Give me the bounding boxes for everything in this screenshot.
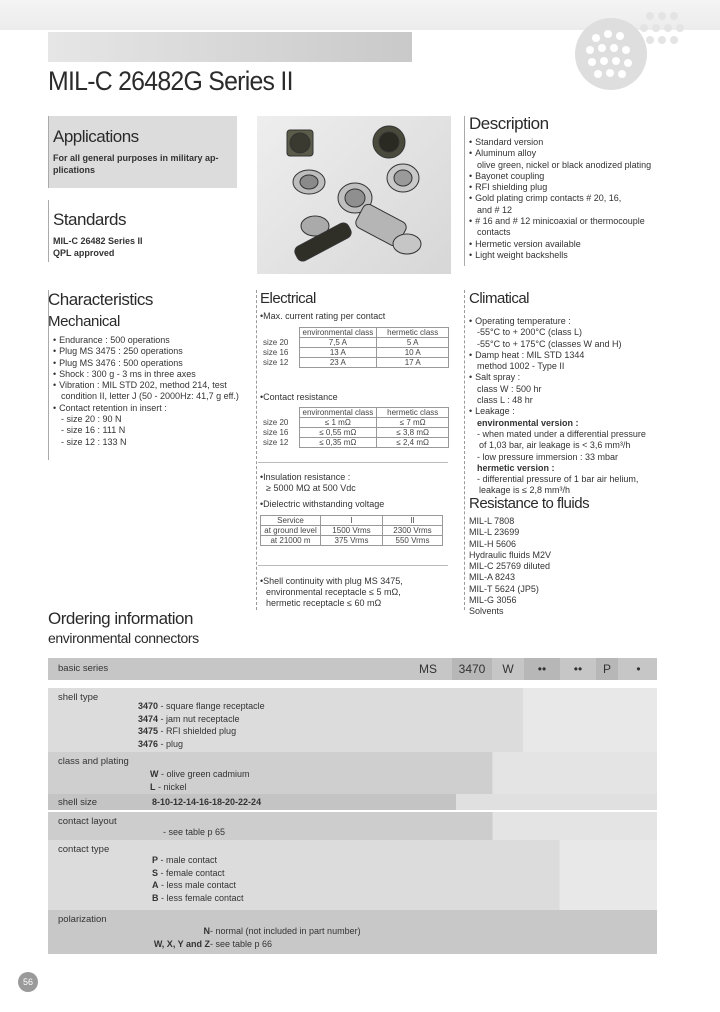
- class-plating-row: [48, 752, 657, 794]
- list-item: - size 12 : 133 N: [61, 436, 127, 447]
- list-item: • Operating temperature :: [469, 316, 646, 327]
- shell-code: 3475: [138, 726, 159, 737]
- table-cell: ≤ 0,55 mΩ: [299, 428, 377, 438]
- polarization-code: W, X, Y and Z: [153, 938, 210, 949]
- list-item: environmental version :: [477, 417, 579, 428]
- code-shell-type: 3470: [452, 658, 492, 680]
- table-cell: 375 Vrms: [321, 536, 383, 546]
- shell-desc: - plug: [158, 738, 184, 749]
- list-item: • RFI shielding plug: [469, 182, 651, 193]
- polarization-label: polarization: [58, 914, 107, 925]
- shell-size-row: [48, 794, 657, 810]
- page-title: MIL-C 26482G Series II: [48, 66, 293, 96]
- ordering-heading: Ordering information: [48, 609, 193, 628]
- table-cell: 10 A: [377, 348, 449, 358]
- list-item: MIL-T 5624 (JP5): [469, 583, 539, 594]
- polarization-descs: [210, 925, 361, 950]
- contact-code: B: [152, 892, 159, 903]
- code-polarization: •: [636, 662, 641, 676]
- shell-size-label: shell size: [58, 797, 98, 808]
- connector-photo-graphic: [257, 116, 451, 274]
- mechanical-list: [53, 335, 239, 448]
- contact-code: A: [152, 880, 159, 891]
- resistance-table-corner: [263, 408, 299, 418]
- standards-line-2: QPL approved: [53, 248, 115, 258]
- applications-heading: Applications: [53, 127, 139, 146]
- contact-type-label: contact type: [58, 844, 110, 855]
- header-bar: [48, 32, 412, 62]
- list-item: • Salt spray :: [469, 372, 646, 383]
- electrical-divider: [258, 565, 448, 566]
- list-item: MIL-G 3056: [469, 595, 517, 606]
- applications-rule: [48, 116, 49, 188]
- list-item: hermetic version :: [477, 462, 555, 473]
- list-item: of 1,03 bar, air leakage is < 3,6 mm³/h: [479, 440, 631, 451]
- list-item: • Light weight backshells: [469, 250, 651, 261]
- table-cell: size 12: [263, 358, 289, 367]
- connector-photo: [257, 116, 451, 274]
- list-item: • Vibration : MIL STD 202, method 214, test: [53, 380, 239, 391]
- class-code: L: [150, 781, 156, 792]
- insulation-value: ≥ 5000 MΩ at 500 Vdc: [266, 483, 356, 493]
- list-item: Solvents: [469, 606, 504, 617]
- list-item: condition II, letter J (50 - 2000Hz: 41,7 g eff.): [61, 391, 239, 402]
- list-item: Hydraulic fluids M2V: [469, 549, 552, 560]
- list-item: - when mated under a differential pressure: [477, 428, 646, 439]
- electrical-heading: Electrical: [260, 290, 316, 307]
- current-table-header: hermetic class: [377, 328, 449, 338]
- page-number-badge: 56: [18, 972, 38, 992]
- code-layout: ••: [573, 662, 583, 676]
- contact-resistance-table: [263, 407, 449, 448]
- list-item: • Plug MS 3475 : 250 operations: [53, 346, 239, 357]
- list-item: MIL-C 25769 diluted: [469, 561, 551, 572]
- contact-resistance-label: • Contact resistance: [260, 392, 338, 403]
- electrical-rule: [256, 290, 257, 610]
- dielectric-table-header: I: [321, 516, 383, 526]
- list-item: • Endurance : 500 operations: [53, 335, 239, 346]
- table-cell: size 16: [263, 428, 289, 437]
- climatical-heading: Climatical: [469, 290, 530, 307]
- polarization-codes: [98, 925, 210, 950]
- table-cell: 1500 Vrms: [321, 526, 383, 536]
- dielectric-table-header: II: [383, 516, 443, 526]
- shell-type-lines: [138, 700, 265, 750]
- description-list: [469, 137, 651, 261]
- polarization-code: N: [203, 926, 210, 936]
- list-item: MIL-L 7808: [469, 516, 515, 526]
- contact-desc: - less female contact: [158, 892, 244, 903]
- list-item: - low pressure immersion : 33 mbar: [477, 451, 619, 462]
- list-item: contacts: [477, 227, 511, 238]
- contact-layout-row: [48, 812, 657, 840]
- polarization-desc: - see table p 66: [210, 938, 273, 949]
- contact-type-row: [48, 840, 657, 910]
- list-item: and # 12: [477, 204, 513, 215]
- table-cell: size 12: [263, 438, 289, 447]
- shell-code: 3474: [138, 713, 159, 724]
- class-plating-label: class and plating: [58, 756, 129, 767]
- class-plating-lines: [150, 768, 250, 793]
- code-series: MS: [419, 662, 437, 676]
- current-rating-table: [263, 327, 449, 368]
- table-cell: 7,5 A: [299, 338, 377, 348]
- list-item: • Leakage :: [469, 406, 646, 417]
- code-shell-size: ••: [524, 658, 560, 680]
- contact-layout-label: contact layout: [58, 816, 117, 827]
- table-cell: 13 A: [299, 348, 377, 358]
- basic-series-row: [48, 658, 657, 680]
- list-item: class L : 48 hr: [477, 395, 533, 406]
- fluids-heading: Resistance to fluids: [469, 495, 590, 512]
- table-cell: ≤ 1 mΩ: [299, 418, 377, 428]
- shell-desc: - jam nut receptacle: [158, 713, 240, 724]
- climatical-rule: [464, 290, 465, 610]
- table-cell: ≤ 2,4 mΩ: [377, 438, 449, 448]
- standards-line-1: MIL-C 26482 Series II: [53, 236, 143, 246]
- ordering-subheading: environmental connectors: [48, 630, 199, 646]
- list-item: • Damp heat : MIL STD 1344: [469, 350, 646, 361]
- shell-type-row: [48, 688, 657, 754]
- table-cell: 23 A: [299, 358, 377, 368]
- shell-code: 3470: [138, 701, 159, 711]
- list-item: class W : 500 hr: [477, 383, 542, 394]
- table-cell: ≤ 0,35 mΩ: [299, 438, 377, 448]
- electrical-divider: [258, 462, 448, 463]
- shell-desc: - square flange receptacle: [158, 701, 265, 711]
- dielectric-table-header: Service: [261, 516, 321, 526]
- class-code: W: [150, 769, 159, 779]
- list-item: • Gold plating crimp contacts # 20, 16,: [469, 193, 651, 204]
- table-cell: 2300 Vrms: [383, 526, 443, 536]
- standards-heading: Standards: [53, 210, 126, 229]
- fluids-list: [469, 516, 551, 618]
- shell-size-value: 8-10-12-14-16-18-20-22-24: [152, 797, 262, 807]
- list-item: - differential pressure of 1 bar air helium,: [477, 474, 639, 485]
- list-item: - size 16 : 111 N: [61, 425, 126, 436]
- list-item: leakage is ≤ 2,8 mm³/h: [479, 485, 570, 496]
- list-item: • Plug MS 3476 : 500 operations: [53, 358, 239, 369]
- resistance-table-header: hermetic class: [377, 408, 449, 418]
- list-item: • Standard version: [469, 137, 651, 148]
- current-table-header: environmental class: [299, 328, 377, 338]
- list-item: -55°C to + 200°C (class L): [477, 327, 582, 338]
- list-item: MIL-L 23699: [469, 527, 520, 538]
- climatical-list: [469, 316, 646, 497]
- class-desc: - nickel: [155, 781, 187, 792]
- list-item: • Aluminum alloy: [469, 148, 651, 159]
- table-cell: at ground level: [261, 526, 321, 536]
- shell-code: 3476: [138, 738, 159, 749]
- shell-type-label: shell type: [58, 692, 99, 703]
- code-class: W: [502, 662, 514, 676]
- table-cell: size 20: [263, 338, 289, 347]
- list-item: -55°C to + 175°C (classes W and H): [477, 338, 622, 349]
- standards-rule: [48, 200, 49, 262]
- characteristics-heading: Characteristics: [48, 290, 153, 309]
- polarization-desc: - normal (not included in part number): [210, 926, 361, 936]
- table-cell: 17 A: [377, 358, 449, 368]
- list-item: method 1002 - Type II: [477, 361, 565, 372]
- description-rule: [464, 116, 465, 266]
- resistance-table-header: environmental class: [299, 408, 377, 418]
- list-item: • Contact retention in insert :: [53, 403, 239, 414]
- list-item: MIL-H 5606: [469, 538, 517, 549]
- contact-layout-value: - see table p 65: [163, 827, 226, 837]
- list-item: • Bayonet coupling: [469, 171, 651, 182]
- table-cell: ≤ 7 mΩ: [377, 418, 449, 428]
- description-heading: Description: [469, 114, 549, 133]
- list-item: • Shock : 300 g - 3 ms in three axes: [53, 369, 239, 380]
- contact-desc: - female contact: [158, 867, 225, 878]
- list-item: olive green, nickel or black anodized plating: [477, 159, 652, 170]
- mechanical-heading: Mechanical: [48, 313, 120, 330]
- contact-code: P: [152, 855, 159, 865]
- table-cell: at 21000 m: [261, 536, 321, 546]
- insulation-label: • Insulation resistance :: [260, 472, 350, 483]
- dielectric-table: [260, 515, 443, 546]
- contact-type-lines: [152, 854, 244, 904]
- current-rating-label: • Max. current rating per contact: [260, 311, 385, 322]
- current-table-corner: [263, 328, 299, 338]
- list-item: • # 16 and # 12 minicoaxial or thermocouple: [469, 216, 651, 227]
- table-cell: 5 A: [377, 338, 449, 348]
- table-cell: ≤ 3,8 mΩ: [377, 428, 449, 438]
- continuity-line-3: hermetic receptacle ≤ 60 mΩ: [266, 598, 382, 608]
- table-cell: size 20: [263, 418, 289, 427]
- basic-series-label: basic series: [58, 663, 109, 674]
- continuity-line-2: environmental receptacle ≤ 5 mΩ,: [266, 587, 401, 597]
- table-cell: size 16: [263, 348, 289, 357]
- dielectric-label: • Dielectric withstanding voltage: [260, 499, 384, 510]
- shell-desc: - RFI shielded plug: [158, 726, 237, 737]
- polarization-row: [48, 910, 657, 954]
- continuity-line-1: • Shell continuity with plug MS 3475,: [260, 576, 403, 587]
- list-item: - size 20 : 90 N: [61, 414, 122, 425]
- connector-face-graphic: [566, 6, 716, 126]
- contact-desc: - male contact: [158, 855, 218, 865]
- contact-desc: - less male contact: [158, 880, 237, 891]
- list-item: • Hermetic version available: [469, 239, 651, 250]
- applications-line-1: For all general purposes in military ap-: [53, 153, 219, 163]
- code-contact-type: P: [596, 658, 618, 680]
- applications-line-2: plications: [53, 165, 96, 175]
- table-cell: 550 Vrms: [383, 536, 443, 546]
- list-item: MIL-A 8243: [469, 572, 516, 583]
- class-desc: - olive green cadmium: [158, 769, 250, 779]
- contact-code: S: [152, 867, 159, 878]
